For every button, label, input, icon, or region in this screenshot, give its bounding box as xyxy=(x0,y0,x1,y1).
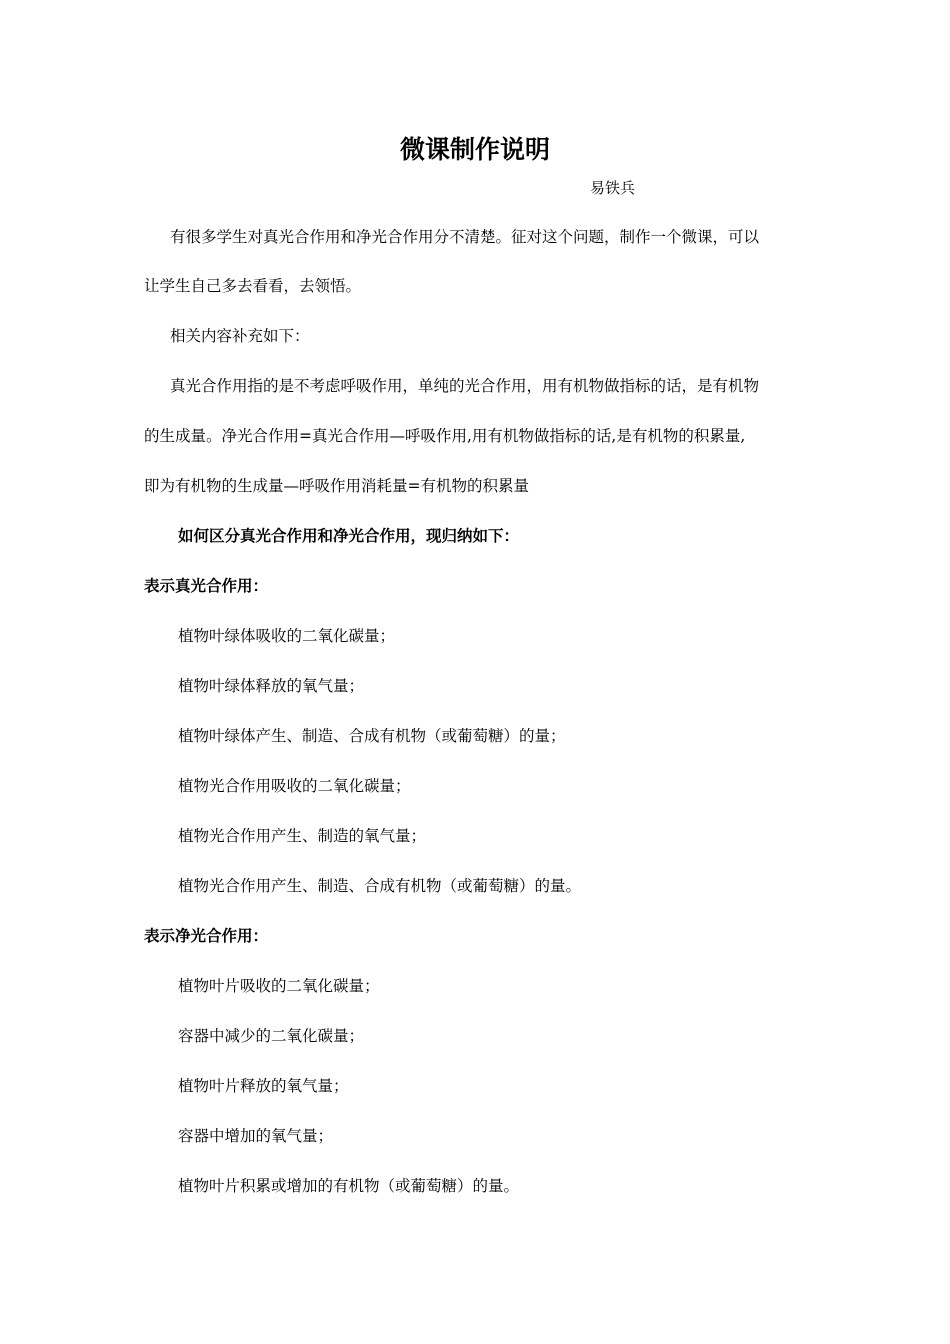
true-item-4: 植物光合作用吸收的二氧化碳量； xyxy=(178,777,411,795)
definition-line-2: 的生成量。净光合作用=真光合作用—呼吸作用,用有机物做指标的话,是有机物的积累量, xyxy=(144,427,746,445)
definition-line-3: 即为有机物的生成量—呼吸作用消耗量=有机物的积累量 xyxy=(144,477,529,495)
definition-line-1: 真光合作用指的是不考虑呼吸作用，单纯的光合作用，用有机物做指标的话，是有机物 xyxy=(170,377,760,395)
net-item-5: 植物叶片积累或增加的有机物（或葡萄糖）的量。 xyxy=(178,1177,520,1195)
true-item-2: 植物叶绿体释放的氧气量； xyxy=(178,677,365,695)
true-item-1: 植物叶绿体吸收的二氧化碳量； xyxy=(178,627,396,645)
net-item-3: 植物叶片释放的氧气量； xyxy=(178,1077,349,1095)
net-item-4: 容器中增加的氧气量； xyxy=(178,1127,334,1145)
intro-line-2: 让学生自己多去看看，去领悟。 xyxy=(144,277,362,295)
true-photosynthesis-heading: 表示真光合作用： xyxy=(144,576,269,595)
document-title: 微课制作说明 xyxy=(399,135,550,164)
intro-line-1: 有很多学生对真光合作用和净光合作用分不清楚。征对这个问题，制作一个微课，可以 xyxy=(170,228,760,246)
summary-heading: 如何区分真光合作用和净光合作用，现归纳如下： xyxy=(178,526,520,545)
true-item-6: 植物光合作用产生、制造、合成有机物（或葡萄糖）的量。 xyxy=(178,877,582,895)
net-item-1: 植物叶片吸收的二氧化碳量； xyxy=(178,977,380,995)
net-item-2: 容器中减少的二氧化碳量； xyxy=(178,1027,365,1045)
document-author: 易铁兵 xyxy=(590,179,636,197)
supplement-heading: 相关内容补充如下： xyxy=(170,327,310,345)
true-item-5: 植物光合作用产生、制造的氧气量； xyxy=(178,827,427,845)
net-photosynthesis-heading: 表示净光合作用： xyxy=(144,926,269,945)
true-item-3: 植物叶绿体产生、制造、合成有机物（或葡萄糖）的量； xyxy=(178,727,566,745)
